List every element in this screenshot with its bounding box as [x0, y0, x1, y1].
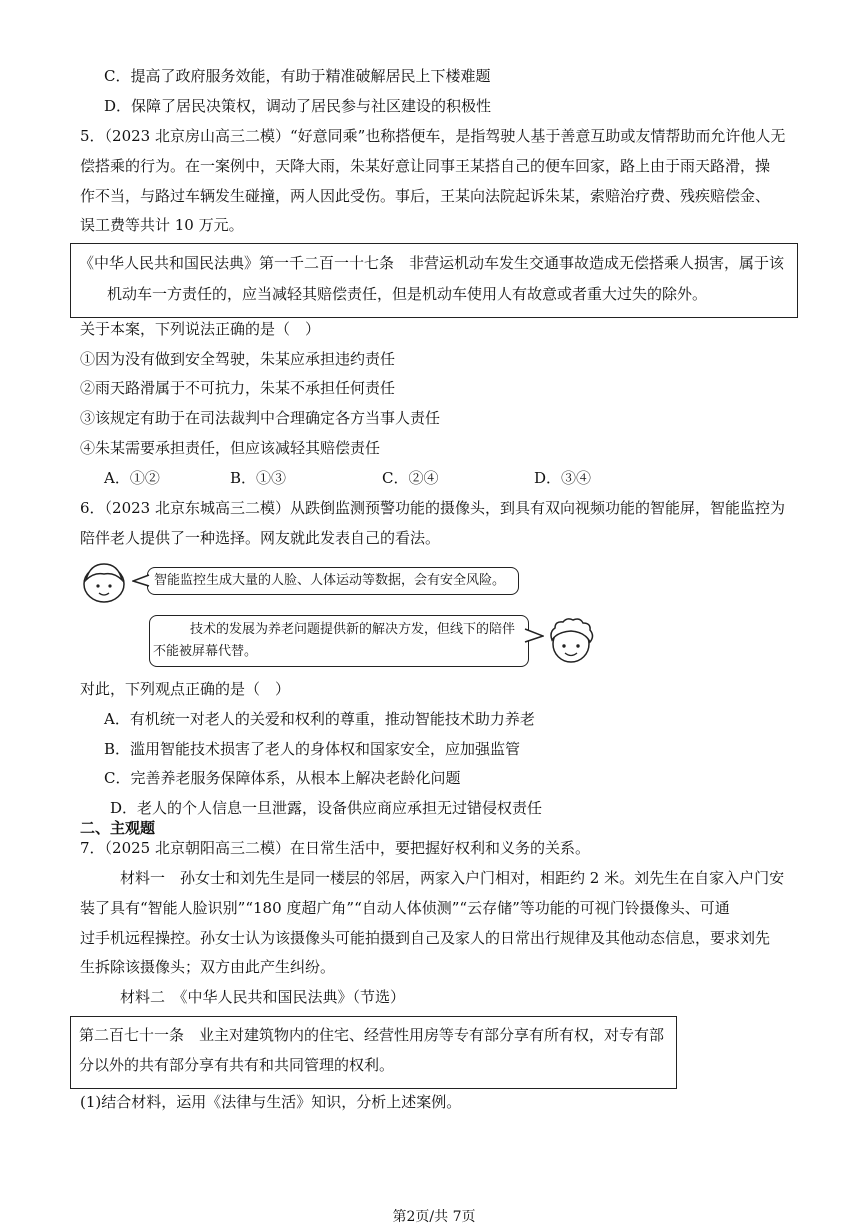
q5-stem-line-1: 5．（2023 北京房山高三二模）“好意同乘”也称搭便车，是指驾驶人基于善意互助或友情帮助而允许他人无: [80, 127, 786, 145]
q7-material1-line-1: 材料一 孙女士和刘先生是同一楼层的邻居，两家入户门相对，相距约 2 米。刘先生在自家入户门安: [120, 869, 785, 887]
q6-option-b: B．滥用智能技术损害了老人的身体权和国家安全，应加强监管: [104, 740, 521, 758]
q7-stem: 7．（2025 北京朝阳高三二模）在日常生活中，要把握好权利和义务的关系。: [80, 839, 590, 857]
q6-option-c: C．完善养老服务保障体系，从根本上解决老龄化问题: [104, 769, 461, 787]
q5-question: 关于本案，下列说法正确的是（ ）: [80, 320, 321, 338]
q5-option-c: C．②④: [382, 469, 439, 487]
speech-bubble-2: [149, 615, 529, 667]
q7-material1-line-4: 生拆除该摄像头；双方由此产生纠纷。: [80, 958, 336, 976]
q5-stem-line-2: 偿搭乘的行为。在一案例中，天降大雨，朱某好意让同事王某搭自己的便车回家，路上由于雨天路滑，操: [80, 157, 771, 175]
q6-stem-line-2: 陪伴老人提供了一种选择。网友就此发表自己的看法。: [80, 529, 441, 547]
q4-option-d: D．保障了居民决策权，调动了居民参与社区建设的积极性: [104, 97, 492, 115]
q5-law-line-1: 《中华人民共和国民法典》第一千二百一十七条 非营运机动车发生交通事故造成无偿搭乘人损害，属于该: [79, 254, 785, 272]
q5-stem-line-3: 作不当，与路过车辆发生碰撞，两人因此受伤。事后，王某向法院起诉朱某，索赔治疗费、残疾赔偿金、: [80, 187, 771, 205]
speech-bubble-1-text: 智能监控生成大量的人脸、人体运动等数据，会有安全风险。: [154, 573, 506, 588]
q7-law-line-2: 分以外的共有部分享有共有和共同管理的权利。: [79, 1056, 395, 1074]
q7-material2-title: 材料二 《中华人民共和国民法典》（节选）: [120, 988, 406, 1006]
q5-law-box: [70, 243, 798, 318]
q7-law-box: [70, 1016, 677, 1089]
speech-bubble-2-tail: [524, 628, 544, 644]
girl-avatar-icon: [80, 560, 128, 604]
q5-option-a: A．①②: [104, 469, 160, 487]
q6-option-a: A．有机统一对老人的关爱和权利的尊重，推动智能技术助力养老: [104, 710, 535, 728]
q6-option-d: D．老人的个人信息一旦泄露，设备供应商应承担无过错侵权责任: [110, 799, 543, 817]
boy-avatar-icon: [545, 616, 597, 666]
q5-item-1: ①因为没有做到安全驾驶，朱某应承担违约责任: [80, 350, 396, 368]
q7-law-line-1: 第二百七十一条 业主对建筑物内的住宅、经营性用房等专有部分享有所有权，对专有部: [79, 1026, 665, 1044]
speech-bubble-2-line-1: 技术的发展为养老问题提供新的解决方发，但线下的陪伴: [190, 622, 516, 637]
q5-item-3: ③该规定有助于在司法裁判中合理确定各方当事人责任: [80, 409, 441, 427]
q7-material1-line-3: 过手机远程操控。孙女士认为该摄像头可能拍摄到自己及家人的日常出行规律及其他动态信息，要求刘先: [80, 929, 771, 947]
section-heading: 二、主观题: [80, 819, 156, 837]
speech-bubble-1-tail: [132, 574, 150, 588]
q5-option-b: B．①③: [230, 469, 287, 487]
page-number: 第2页/共 7页: [392, 1209, 476, 1225]
q6-question: 对此，下列观点正确的是（ ）: [80, 680, 291, 698]
q5-item-2: ②雨天路滑属于不可抗力，朱某不承担任何责任: [80, 379, 396, 397]
q7-sub-question-1: (1)结合材料，运用《法律与生活》知识，分析上述案例。: [80, 1093, 462, 1111]
q6-stem-line-1: 6．（2023 北京东城高三二模）从跌倒监测预警功能的摄像头，到具有双向视频功能的智能屏，智能监控为: [80, 499, 785, 517]
speech-bubble-1: [147, 567, 519, 595]
q5-item-4: ④朱某需要承担责任，但应该减轻其赔偿责任: [80, 439, 381, 457]
speech-bubble-2-line-2: 不能被屏幕代替。: [153, 644, 258, 659]
q4-option-c: C．提高了政府服务效能，有助于精准破解居民上下楼难题: [104, 67, 491, 85]
q5-law-line-2: 机动车一方责任的，应当减轻其赔偿责任，但是机动车使用人有故意或者重大过失的除外。: [107, 285, 708, 303]
q5-stem-line-4: 误工费等共计 10 万元。: [80, 216, 244, 234]
q7-material1-line-2: 装了具有“智能人脸识别”“180 度超广角”“自动人体侦测”“云存储”等功能的可视门铃摄像头、可通: [80, 899, 730, 917]
q5-option-d: D．③④: [534, 469, 592, 487]
